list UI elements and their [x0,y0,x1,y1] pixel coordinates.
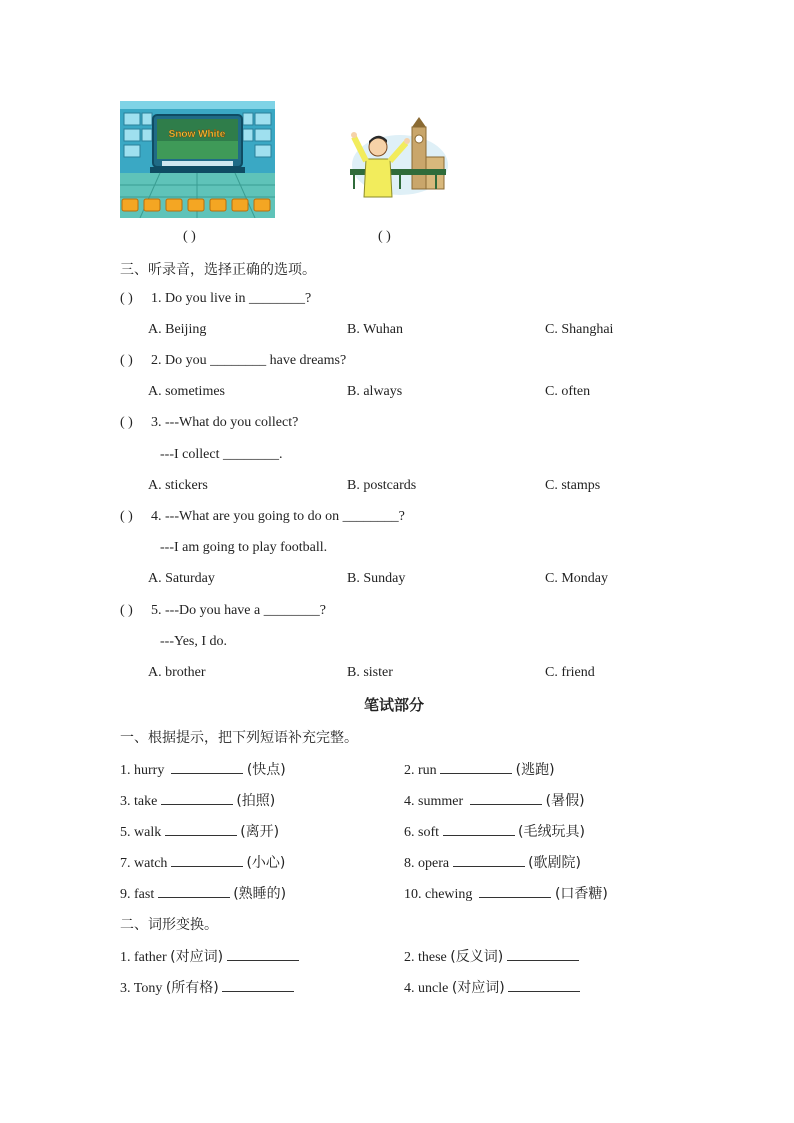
phrase-blank[interactable] [443,823,515,836]
word-form-hint: (反义词) [450,949,504,965]
phrase-item [120,759,286,779]
phrase-word: 6. soft [404,825,439,840]
phrase-word: 10. chewing [404,887,473,902]
q2-answer-paren[interactable]: ( ) [120,353,133,368]
word-form-word: 1. father [120,950,167,965]
q4-response: ---I am going to play football. [160,540,328,555]
q3-answer-paren[interactable]: ( ) [120,415,133,430]
phrase-hint: (毛绒玩具) [518,824,585,840]
phrase-word: 8. opera [404,856,450,871]
phrase-hint: (小心) [246,855,286,871]
phrase-hint: (熟睡的) [233,886,287,902]
written-section-heading: 笔试部分 [364,696,425,714]
part-1-title: 一、根据提示，把下列短语补充完整。 [120,730,358,746]
q3-option-c: C. stamps [545,478,601,493]
q4-stem: 4. ---What are you going to do on ________? [151,509,405,524]
picture-2-answer-bracket[interactable]: ( ) [378,229,391,244]
phrase-blank[interactable] [165,823,237,836]
phrase-item [404,883,608,903]
q1-option-c: C. Shanghai [545,322,614,337]
phrase-word: 2. run [404,763,437,778]
phrase-hint: (拍照) [236,793,276,809]
q5-option-a: A. brother [148,665,206,680]
phrase-item [404,852,581,872]
q4-option-a: A. Saturday [148,571,215,586]
q5-response: ---Yes, I do. [160,634,228,649]
phrase-word: 9. fast [120,887,155,902]
q5-answer-paren[interactable]: ( ) [120,603,133,618]
cinema-picture [120,101,275,218]
q4-answer-paren[interactable]: ( ) [120,509,133,524]
phrase-item [404,821,585,841]
phrase-word: 3. take [120,794,158,809]
q5-option-c: C. friend [545,665,595,680]
q5-stem: 5. ---Do you have a ________? [151,603,326,618]
word-form-blank[interactable] [507,948,579,961]
phrase-blank[interactable] [161,792,233,805]
phrase-blank[interactable] [470,792,542,805]
cinema-title-text: Snow White [168,129,226,140]
phrase-hint: (暑假) [545,793,585,809]
picture-1-answer-bracket[interactable]: ( ) [183,229,196,244]
word-form-blank[interactable] [508,979,580,992]
word-form-hint: (对应词) [170,949,224,965]
word-form-word: 4. uncle [404,981,449,996]
word-form-blank[interactable] [222,979,294,992]
phrase-blank[interactable] [171,854,243,867]
q1-answer-paren[interactable]: ( ) [120,291,133,306]
phrase-hint: (逃跑) [515,762,555,778]
q2-option-b: B. always [347,384,403,399]
phrase-word: 5. walk [120,825,162,840]
word-form-item [120,946,299,966]
phrase-item [404,790,585,810]
phrase-item [120,883,286,903]
word-form-word: 2. these [404,950,447,965]
q1-stem: 1. Do you live in ________? [151,291,312,306]
q1-option-a: A. Beijing [148,322,207,337]
q3-option-b: B. postcards [347,478,417,493]
word-form-word: 3. Tony [120,981,163,996]
phrase-word: 4. summer [404,794,464,809]
q5-option-b: B. sister [347,665,393,680]
phrase-blank[interactable] [479,885,551,898]
phrase-item [120,790,275,810]
phrase-blank[interactable] [453,854,525,867]
part-2-title: 二、词形变换。 [120,917,218,933]
phrase-hint: (离开) [240,824,280,840]
q4-option-b: B. Sunday [347,571,406,586]
phrase-word: 1. hurry [120,763,165,778]
phrase-item [404,759,555,779]
q3-option-a: A. stickers [148,478,208,493]
phrase-word: 7. watch [120,856,168,871]
word-form-item [404,946,579,966]
phrase-blank[interactable] [440,761,512,774]
phrase-blank[interactable] [171,761,243,774]
q4-option-c: C. Monday [545,571,608,586]
word-form-blank[interactable] [227,948,299,961]
phrase-hint: (快点) [246,762,286,778]
q3-stem: 3. ---What do you collect? [151,415,299,430]
boy-big-ben-picture [340,117,448,202]
word-form-hint: (所有格) [165,980,219,996]
word-form-item [120,977,294,997]
q2-option-a: A. sometimes [148,384,225,399]
word-form-item [404,977,580,997]
phrase-item [120,821,279,841]
word-form-hint: (对应词) [451,980,505,996]
q3-response: ---I collect ________. [160,447,283,462]
section-3-title: 三、听录音，选择正确的选项。 [120,262,316,278]
q1-option-b: B. Wuhan [347,322,403,337]
phrase-item [120,852,285,872]
q2-stem: 2. Do you ________ have dreams? [151,353,347,368]
q2-option-c: C. often [545,384,591,399]
phrase-hint: (口香糖) [554,886,608,902]
phrase-blank[interactable] [158,885,230,898]
phrase-hint: (歌剧院) [528,855,582,871]
